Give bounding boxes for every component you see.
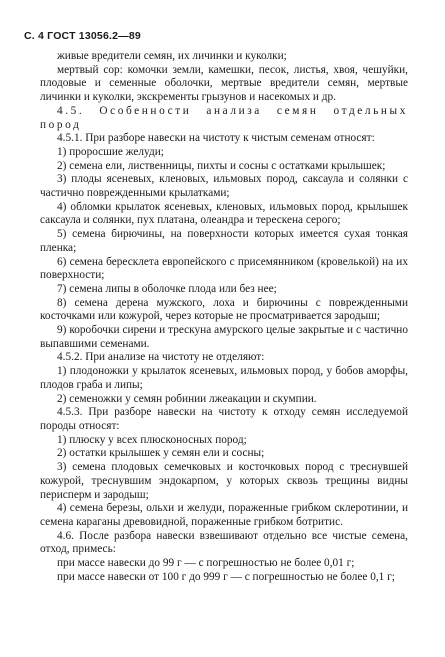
paragraph: живые вредители семян, их личинки и куколки; [57, 50, 287, 62]
list-item: 7) семена липы в оболочке плода или без нее; [57, 282, 277, 295]
paragraph: 4.5.2. При анализе на чистоту не отделяют: [57, 351, 265, 364]
list-item: 8) семена дерена мужского, лоха и бирючины с поврежденными косточками или кожурой, через которые не просматривается зародыш; [40, 296, 408, 323]
document-body [40, 50, 408, 584]
paragraph: мертвый сор: комочки земли, камешки, песок, листья, хвоя, чешуйки, плодовые и семенные оболочки, мертвые вредители семян, мертвые личинки и куколки, экскременты грызунов и насекомых и др. [40, 63, 408, 104]
list-item: 4) семена березы, ольхи и желуди, пораженные грибком склеротинии, и семена караганы древовидной, пораженные грибком ботритис. [40, 502, 408, 528]
list-item: 3) плоды ясеневых, кленовых, ильмовых пород, саксаула и солянки с частично поврежденными крылатками; [40, 173, 408, 200]
list-item: 2) остатки крылышек у семян ели и сосны; [57, 447, 265, 460]
paragraph: 4.5.1. При разборе навески на чистоту к чистым семенам относят: [57, 132, 375, 145]
page-header: С. 4 ГОСТ 13056.2—89 [24, 30, 141, 42]
list-item: 3) семена плодовых семечковых и косточковых пород с треснувшей кожурой, треснувшим эндокарпом, у которых сквозь трещины видны перисперм и зародыш; [40, 461, 408, 501]
paragraph: при массе навески до 99 г — с погрешностью не более 0,01 г; [57, 557, 355, 570]
paragraph: при массе навески от 100 г до 999 г — с погрешностью не более 0,1 г; [57, 570, 395, 583]
list-item: 6) семена бересклета европейского с присемянником (кровелькой) на их поверхности; [40, 255, 408, 282]
list-item: 2) семеножки у семян робинии лжеакации и скумпии. [57, 392, 317, 405]
section-heading: 4.5. Особенности анализа семян отдельных пород [40, 104, 408, 131]
list-item: 1) плодоножки у крылаток ясеневых, ильмовых пород, у бобов аморфы, плодов граба и липы; [40, 365, 408, 391]
list-item: 1) плюску у всех плюсконосных пород; [57, 433, 247, 446]
list-item: 4) обломки крылаток ясеневых, кленовых, ильмовых пород, крылышек саксаула и солянки, пух платана, олеандра и терескена серого; [40, 200, 408, 227]
paragraph: 4.5.3. При разборе навески на чистоту к отходу семян исследуемой породы относят: [40, 406, 408, 432]
paragraph: 4.6. После разбора навески взвешивают отдельно все чистые семена, отход, примесь: [40, 529, 408, 556]
list-item: 2) семена ели, лиственницы, пихты и сосны с остатками крылышек; [57, 159, 386, 172]
list-item: 9) коробочки сирени и трескуна амурского целые закрытые и с частично выпавшими семенами. [40, 324, 408, 350]
list-item: 5) семена бирючины, на поверхности которых имеется сухая тонкая пленка; [40, 228, 408, 254]
list-item: 1) проросшие желуди; [57, 145, 164, 158]
